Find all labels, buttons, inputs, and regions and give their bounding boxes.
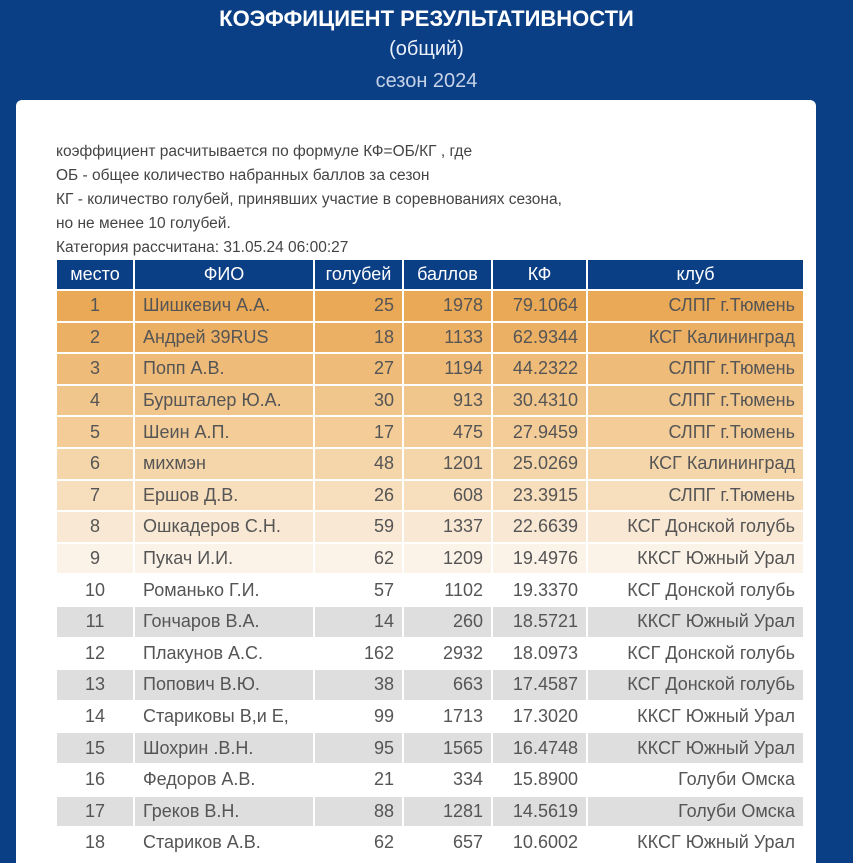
cell-pigeons: 25 xyxy=(314,290,403,322)
column-header-pigeons[interactable]: голубей xyxy=(314,260,403,290)
cell-pigeons: 88 xyxy=(314,796,403,828)
content-card xyxy=(16,100,816,863)
cell-pigeons: 30 xyxy=(314,385,403,417)
cell-name: Шишкевич А.А. xyxy=(134,290,314,322)
cell-place: 6 xyxy=(57,448,134,480)
cell-club: КСГ Калининград xyxy=(587,448,803,480)
cell-place: 14 xyxy=(57,701,134,733)
cell-points: 475 xyxy=(403,416,492,448)
cell-kf: 25.0269 xyxy=(492,448,587,480)
cell-pigeons: 14 xyxy=(314,606,403,638)
table-row xyxy=(57,448,803,480)
cell-club: ККСГ Южный Урал xyxy=(587,732,803,764)
table-row xyxy=(57,827,803,858)
cell-pigeons: 59 xyxy=(314,511,403,543)
formula-description xyxy=(56,140,756,260)
cell-club: СЛПГ г.Тюмень xyxy=(587,385,803,417)
cell-points: 334 xyxy=(403,764,492,796)
table-row xyxy=(57,732,803,764)
cell-kf: 10.6002 xyxy=(492,827,587,858)
cell-kf: 22.6639 xyxy=(492,511,587,543)
cell-points: 2932 xyxy=(403,638,492,670)
cell-pigeons: 48 xyxy=(314,448,403,480)
cell-place: 8 xyxy=(57,511,134,543)
cell-pigeons: 26 xyxy=(314,480,403,512)
cell-club: СЛПГ г.Тюмень xyxy=(587,290,803,322)
table-row xyxy=(57,574,803,606)
cell-kf: 30.4310 xyxy=(492,385,587,417)
table-row xyxy=(57,606,803,638)
cell-points: 260 xyxy=(403,606,492,638)
cell-pigeons: 99 xyxy=(314,701,403,733)
cell-kf: 16.4748 xyxy=(492,732,587,764)
cell-kf: 18.5721 xyxy=(492,606,587,638)
cell-club: ККСГ Южный Урал xyxy=(587,606,803,638)
cell-kf: 14.5619 xyxy=(492,796,587,828)
cell-place: 5 xyxy=(57,416,134,448)
cell-name: Ершов Д.В. xyxy=(134,480,314,512)
cell-name: Пукач И.И. xyxy=(134,543,314,575)
cell-place: 13 xyxy=(57,669,134,701)
cell-pigeons: 21 xyxy=(314,764,403,796)
cell-club: КСГ Донской голубь xyxy=(587,638,803,670)
table-row xyxy=(57,638,803,670)
cell-name: Плакунов А.С. xyxy=(134,638,314,670)
cell-points: 1713 xyxy=(403,701,492,733)
header xyxy=(0,0,853,100)
cell-pigeons: 38 xyxy=(314,669,403,701)
cell-kf: 23.3915 xyxy=(492,480,587,512)
column-header-name[interactable]: ФИО xyxy=(134,260,314,290)
cell-points: 1201 xyxy=(403,448,492,480)
table-body xyxy=(57,290,803,858)
table-row xyxy=(57,322,803,354)
cell-kf: 17.4587 xyxy=(492,669,587,701)
table-row xyxy=(57,796,803,828)
column-header-points[interactable]: баллов xyxy=(403,260,492,290)
cell-club: КСГ Донской голубь xyxy=(587,574,803,606)
table-row xyxy=(57,701,803,733)
cell-kf: 15.8900 xyxy=(492,764,587,796)
table-row xyxy=(57,416,803,448)
description-line: КГ - количество голубей, принявших участие в соревнованиях сезона, xyxy=(56,191,562,208)
cell-points: 1978 xyxy=(403,290,492,322)
calculation-timestamp: Категория рассчитана: 31.05.24 06:00:27 xyxy=(56,239,349,256)
cell-club: СЛПГ г.Тюмень xyxy=(587,416,803,448)
cell-points: 663 xyxy=(403,669,492,701)
cell-place: 12 xyxy=(57,638,134,670)
page-subtitle: (общий) xyxy=(389,38,464,60)
cell-club: Голуби Омска xyxy=(587,764,803,796)
cell-kf: 17.3020 xyxy=(492,701,587,733)
cell-pigeons: 95 xyxy=(314,732,403,764)
description-line: но не менее 10 голубей. xyxy=(56,215,231,232)
cell-name: Романько Г.И. xyxy=(134,574,314,606)
cell-name: Шохрин .В.Н. xyxy=(134,732,314,764)
cell-kf: 18.0973 xyxy=(492,638,587,670)
cell-club: Голуби Омска xyxy=(587,796,803,828)
cell-kf: 44.2322 xyxy=(492,353,587,385)
cell-place: 7 xyxy=(57,480,134,512)
cell-points: 1209 xyxy=(403,543,492,575)
cell-club: ККСГ Южный Урал xyxy=(587,701,803,733)
cell-kf: 19.4976 xyxy=(492,543,587,575)
column-header-place[interactable]: место xyxy=(57,260,134,290)
cell-place: 18 xyxy=(57,827,134,858)
cell-name: Попп А.В. xyxy=(134,353,314,385)
cell-name: Шеин А.П. xyxy=(134,416,314,448)
cell-place: 15 xyxy=(57,732,134,764)
cell-club: СЛПГ г.Тюмень xyxy=(587,353,803,385)
cell-club: ККСГ Южный Урал xyxy=(587,827,803,858)
cell-points: 1337 xyxy=(403,511,492,543)
table-row xyxy=(57,480,803,512)
page-title: КОЭФФИЦИЕНТ РЕЗУЛЬТАТИВНОСТИ xyxy=(219,6,634,31)
cell-name: Гончаров В.А. xyxy=(134,606,314,638)
cell-club: КСГ Донской голубь xyxy=(587,511,803,543)
cell-place: 10 xyxy=(57,574,134,606)
cell-points: 1194 xyxy=(403,353,492,385)
cell-club: ККСГ Южный Урал xyxy=(587,543,803,575)
cell-pigeons: 162 xyxy=(314,638,403,670)
rating-table xyxy=(57,260,803,858)
season-label: сезон 2024 xyxy=(375,70,478,92)
cell-points: 1281 xyxy=(403,796,492,828)
column-header-club[interactable]: клуб xyxy=(587,260,803,290)
cell-kf: 19.3370 xyxy=(492,574,587,606)
cell-pigeons: 18 xyxy=(314,322,403,354)
cell-name: михмэн xyxy=(134,448,314,480)
cell-points: 657 xyxy=(403,827,492,858)
table-row xyxy=(57,764,803,796)
cell-place: 2 xyxy=(57,322,134,354)
cell-place: 9 xyxy=(57,543,134,575)
cell-pigeons: 17 xyxy=(314,416,403,448)
description-line: ОБ - общее количество набранных баллов за сезон xyxy=(56,167,430,184)
cell-name: Стариков А.В. xyxy=(134,827,314,858)
cell-points: 1133 xyxy=(403,322,492,354)
cell-pigeons: 57 xyxy=(314,574,403,606)
cell-points: 1102 xyxy=(403,574,492,606)
table-row xyxy=(57,669,803,701)
description-line: коэффициент расчитывается по формуле КФ=ОБ/КГ , где xyxy=(56,143,473,160)
table-row xyxy=(57,290,803,322)
table-row xyxy=(57,543,803,575)
cell-place: 3 xyxy=(57,353,134,385)
cell-points: 608 xyxy=(403,480,492,512)
cell-club: КСГ Донской голубь xyxy=(587,669,803,701)
cell-kf: 27.9459 xyxy=(492,416,587,448)
column-header-kf[interactable]: КФ xyxy=(492,260,587,290)
cell-kf: 79.1064 xyxy=(492,290,587,322)
cell-club: СЛПГ г.Тюмень xyxy=(587,480,803,512)
cell-club: КСГ Калининград xyxy=(587,322,803,354)
cell-place: 16 xyxy=(57,764,134,796)
table-header-row xyxy=(57,260,803,290)
table-row xyxy=(57,511,803,543)
cell-kf: 62.9344 xyxy=(492,322,587,354)
cell-name: Стариковы В,и Е, xyxy=(134,701,314,733)
cell-pigeons: 27 xyxy=(314,353,403,385)
cell-name: Ошкадеров С.Н. xyxy=(134,511,314,543)
cell-name: Андрей 39RUS xyxy=(134,322,314,354)
cell-name: Федоров А.В. xyxy=(134,764,314,796)
cell-place: 11 xyxy=(57,606,134,638)
cell-pigeons: 62 xyxy=(314,543,403,575)
cell-place: 4 xyxy=(57,385,134,417)
cell-pigeons: 62 xyxy=(314,827,403,858)
cell-name: Попович В.Ю. xyxy=(134,669,314,701)
table-row xyxy=(57,353,803,385)
cell-points: 913 xyxy=(403,385,492,417)
cell-place: 1 xyxy=(57,290,134,322)
cell-name: Бурштaлер Ю.А. xyxy=(134,385,314,417)
cell-name: Греков В.Н. xyxy=(134,796,314,828)
table-row xyxy=(57,385,803,417)
cell-place: 17 xyxy=(57,796,134,828)
cell-points: 1565 xyxy=(403,732,492,764)
